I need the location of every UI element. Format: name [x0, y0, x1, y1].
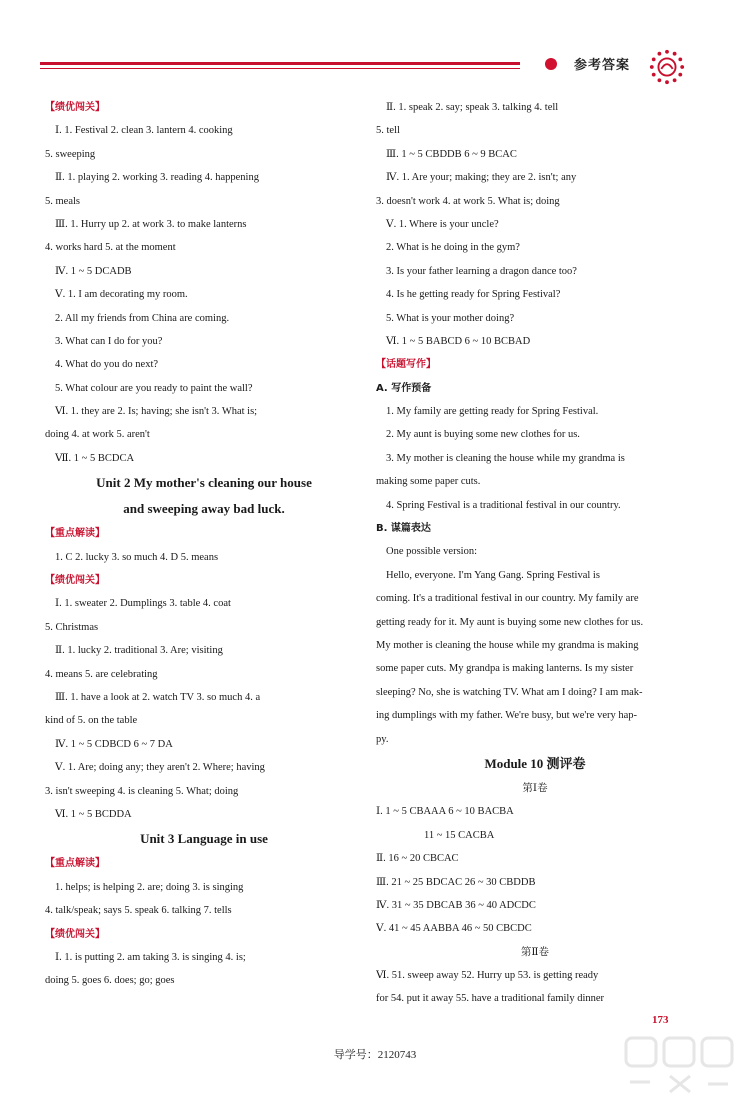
section-heading: Module 10 测评卷	[484, 755, 586, 771]
answer-line: One possible version:	[386, 546, 477, 558]
answer-line: 3. isn't sweeping 4. is cleaning 5. What; doing	[45, 785, 239, 797]
answer-line: Ⅲ. 21 ~ 25 BDCAC 26 ~ 30 CBDDB	[376, 876, 536, 888]
answer-line: Ⅲ. 1 ~ 5 CBDDB 6 ~ 9 BCAC	[386, 148, 517, 160]
answer-line: 5. meals	[45, 195, 80, 207]
section-label: 【话题写作】	[376, 359, 436, 371]
answer-line: 5. What is your mother doing?	[386, 312, 515, 324]
answer-line: Ⅰ. 1. is putting 2. am taking 3. is singing 4. is;	[55, 951, 246, 963]
answer-line: 3. What can I do for you?	[55, 335, 163, 347]
answer-line: Ⅴ. 1. Where is your uncle?	[386, 218, 499, 230]
answer-line: 4. What do you do next?	[55, 359, 159, 371]
section-label: 【重点解读】	[45, 858, 105, 870]
answer-line: Ⅳ. 1 ~ 5 DCADB	[55, 265, 132, 277]
answer-line: making some paper cuts.	[376, 476, 481, 488]
header-rule	[40, 62, 520, 65]
right-column	[376, 96, 694, 1011]
answer-line: for 54. put it away 55. have a traditional family dinner	[376, 993, 605, 1005]
answer-line: Ⅱ. 16 ~ 20 CBCAC	[376, 853, 459, 865]
watermark-logo-icon	[620, 1030, 740, 1100]
sunburst-logo-icon	[648, 48, 686, 86]
answer-line: 4. talk/speak; says 5. speak 6. talking 7. tells	[45, 905, 232, 917]
answer-line: Ⅴ. 41 ~ 45 AABBA 46 ~ 50 CBCDC	[376, 923, 532, 935]
page-number: 173	[652, 1014, 669, 1026]
answer-line: A. 写作预备	[376, 382, 432, 394]
answer-line: 2. My aunt is buying some new clothes for us.	[386, 429, 580, 441]
answer-line: 1. helps; is helping 2. are; doing 3. is singing	[55, 881, 244, 893]
answer-line: Ⅴ. 1. I am decorating my room.	[55, 289, 188, 301]
section-label: 【重点解读】	[45, 528, 105, 540]
answer-line: 11 ~ 15 CACBA	[424, 829, 495, 841]
header-title: 参考答案	[574, 57, 631, 72]
answer-line: kind of 5. on the table	[45, 715, 138, 727]
answer-line: Ⅴ. 1. Are; doing any; they aren't 2. Where; having	[55, 762, 265, 774]
answer-line: 2. All my friends from China are coming.	[55, 312, 230, 324]
answer-line: Ⅳ. 31 ~ 35 DBCAB 36 ~ 40 ADCDC	[376, 899, 536, 911]
left-column	[45, 96, 363, 993]
answer-line: 2. What is he doing in the gym?	[386, 242, 520, 254]
answer-line: 4. works hard 5. at the moment	[45, 242, 176, 254]
footer-guide-number: 导学号：2120743	[333, 1049, 417, 1061]
answer-line: Ⅱ. 1. speak 2. say; speak 3. talking 4. tell	[386, 102, 559, 113]
answer-line: 5. sweeping	[45, 148, 96, 160]
red-dot-icon	[545, 58, 557, 70]
answer-line: 3. My mother is cleaning the house while my grandma is	[386, 452, 625, 464]
answer-line: 3. Is your father learning a dragon dance too?	[386, 265, 577, 277]
answer-line: Ⅱ. 1. lucky 2. traditional 3. Are; visiting	[55, 645, 223, 657]
section-heading: Unit 2 My mother's cleaning our house	[96, 475, 312, 491]
answer-line: ing dumplings with my father. We're busy, but we're very hap-	[376, 710, 638, 722]
answer-line: doing 4. at work 5. aren't	[45, 429, 150, 441]
answer-line: Ⅲ. 1. Hurry up 2. at work 3. to make lanterns	[55, 218, 247, 230]
answer-line: My mother is cleaning the house while my grandma is making	[376, 639, 639, 651]
answer-line: getting ready for it. My aunt is buying some new clothes for us.	[376, 616, 644, 628]
answer-line: 5. What colour are you ready to paint the wall?	[55, 382, 253, 394]
section-label: 【绩优闯关】	[45, 575, 105, 587]
section-label: 【绩优闯关】	[45, 102, 105, 113]
header-rule-thin	[40, 68, 520, 69]
answer-line: 5. Christmas	[45, 621, 99, 633]
section-label: 【绩优闯关】	[45, 928, 105, 940]
answer-line: 4. means 5. are celebrating	[45, 668, 158, 680]
answer-line: Ⅰ. 1. sweater 2. Dumplings 3. table 4. coat	[55, 598, 231, 610]
answer-line: 3. doesn't work 4. at work 5. What is; doing	[376, 195, 560, 207]
answer-line: doing 5. goes 6. does; go; goes	[45, 975, 175, 987]
section-heading: Unit 3 Language in use	[140, 831, 268, 847]
answer-line: Ⅲ. 1. have a look at 2. watch TV 3. so much 4. a	[55, 691, 261, 703]
answer-line: Ⅰ. 1. Festival 2. clean 3. lantern 4. cooking	[55, 125, 233, 137]
answer-line: Ⅳ. 1. Are your; making; they are 2. isn't; any	[386, 172, 577, 184]
answer-line: Ⅵ. 1 ~ 5 BABCD 6 ~ 10 BCBAD	[386, 335, 531, 347]
section-heading: and sweeping away bad luck.	[123, 501, 285, 517]
answer-line: 第Ⅰ卷	[522, 782, 548, 794]
answer-line: 1. My family are getting ready for Spring Festival.	[386, 406, 599, 418]
answer-line: 第Ⅱ卷	[520, 946, 550, 958]
answer-line: Ⅳ. 1 ~ 5 CDBCD 6 ~ 7 DA	[55, 738, 173, 750]
answer-line: Ⅰ. 1 ~ 5 CBAAA 6 ~ 10 BACBA	[376, 806, 514, 818]
answer-line: Ⅶ. 1 ~ 5 BCDCA	[55, 452, 135, 464]
answer-line: 1. C 2. lucky 3. so much 4. D 5. means	[55, 551, 219, 563]
answer-line: coming. It's a traditional festival in our country. My family are	[376, 593, 639, 605]
answer-line: Ⅱ. 1. playing 2. working 3. reading 4. happening	[55, 172, 259, 184]
answer-line: B. 谋篇表达	[376, 523, 431, 535]
answer-line: 4. Is he getting ready for Spring Festival?	[386, 289, 561, 301]
answer-line: sleeping? No, she is watching TV. What am I doing? I am mak-	[376, 686, 643, 698]
answer-line: py.	[376, 733, 389, 745]
answer-line: some paper cuts. My grandpa is making lanterns. Is my sister	[376, 663, 634, 675]
answer-line: Ⅵ. 51. sweep away 52. Hurry up 53. is getting ready	[376, 970, 599, 982]
answer-line: Ⅵ. 1 ~ 5 BCDDA	[55, 808, 132, 820]
answer-line: Ⅵ. 1. they are 2. Is; having; she isn't 3. What is;	[55, 406, 258, 418]
answer-line: 4. Spring Festival is a traditional festival in our country.	[386, 499, 621, 511]
answer-line: Hello, everyone. I'm Yang Gang. Spring Festival is	[386, 569, 600, 581]
page-header	[0, 48, 750, 88]
answer-line: 5. tell	[376, 125, 400, 137]
